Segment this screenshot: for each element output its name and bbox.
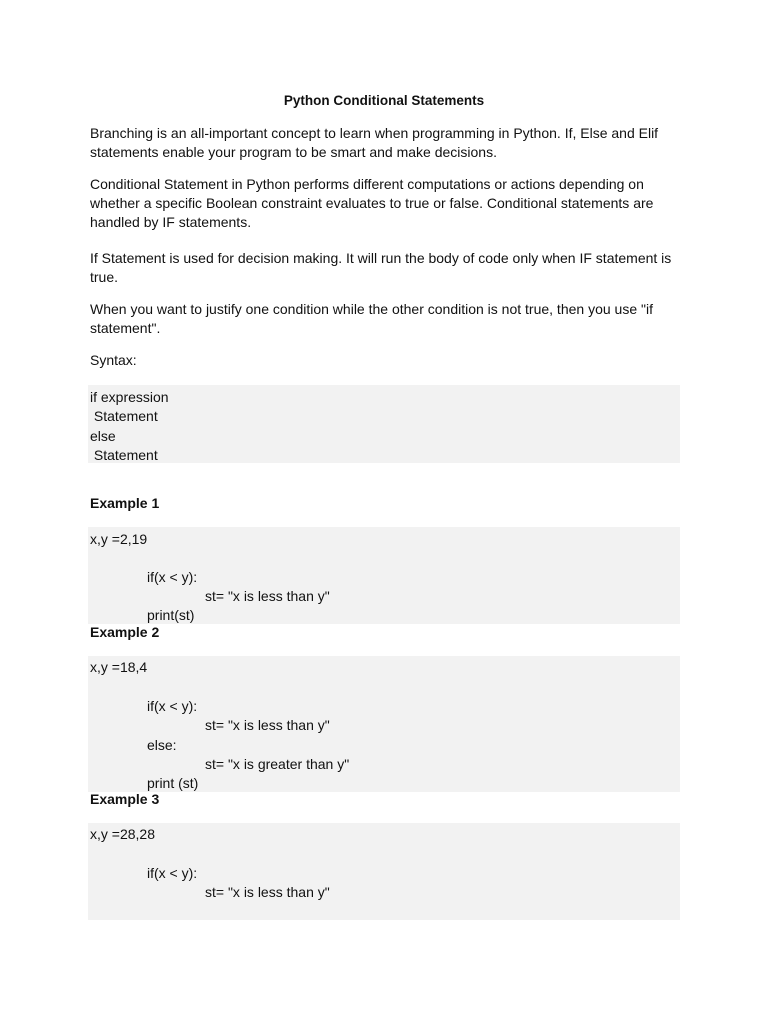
syntax-code-block xyxy=(88,385,680,463)
example-1-heading: Example 1 xyxy=(90,495,160,511)
code-line: st= "x is greater than y" xyxy=(205,756,350,772)
if-else-paragraph: When you want to justify one condition while the other condition is not true, then you use "if statement". xyxy=(90,301,653,336)
code-line: st= "x is less than y" xyxy=(205,717,330,733)
code-line: else: xyxy=(147,737,177,753)
code-line: print(st) xyxy=(147,607,195,623)
example-3-code-block xyxy=(88,823,680,920)
page-title: Python Conditional Statements xyxy=(283,93,485,108)
example-2-heading: Example 2 xyxy=(90,624,160,640)
code-line: if(x < y): xyxy=(147,569,198,585)
code-line: if expression xyxy=(90,389,169,405)
code-line: print (st) xyxy=(147,775,199,791)
code-line: Statement xyxy=(90,447,158,463)
syntax-label: Syntax: xyxy=(90,352,137,368)
example-3-heading: Example 3 xyxy=(90,791,160,807)
code-line: st= "x is less than y" xyxy=(205,588,330,604)
code-line: if(x < y): xyxy=(147,865,198,881)
code-line: Statement xyxy=(90,408,158,424)
code-line: x,y =28,28 xyxy=(90,826,155,842)
code-line: if(x < y): xyxy=(147,698,198,714)
code-line: x,y =2,19 xyxy=(90,531,148,547)
code-line: x,y =18,4 xyxy=(90,659,148,675)
definition-paragraph: Conditional Statement in Python performs different computations or actions depending on whether a specific Boolean constraint evaluates to true or false. Conditional statements are handled by IF statements. xyxy=(90,176,654,230)
example-2-code-block xyxy=(88,656,680,792)
if-statement-paragraph: If Statement is used for decision making. It will run the body of code only when IF statement is true. xyxy=(90,250,672,285)
code-line: else xyxy=(90,428,116,444)
example-1-code-block xyxy=(88,527,680,624)
code-line: st= "x is less than y" xyxy=(205,884,330,900)
intro-paragraph: Branching is an all-important concept to learn when programming in Python. If, Else and Elif statements enable your program to be smart and make decisions. xyxy=(90,125,659,160)
